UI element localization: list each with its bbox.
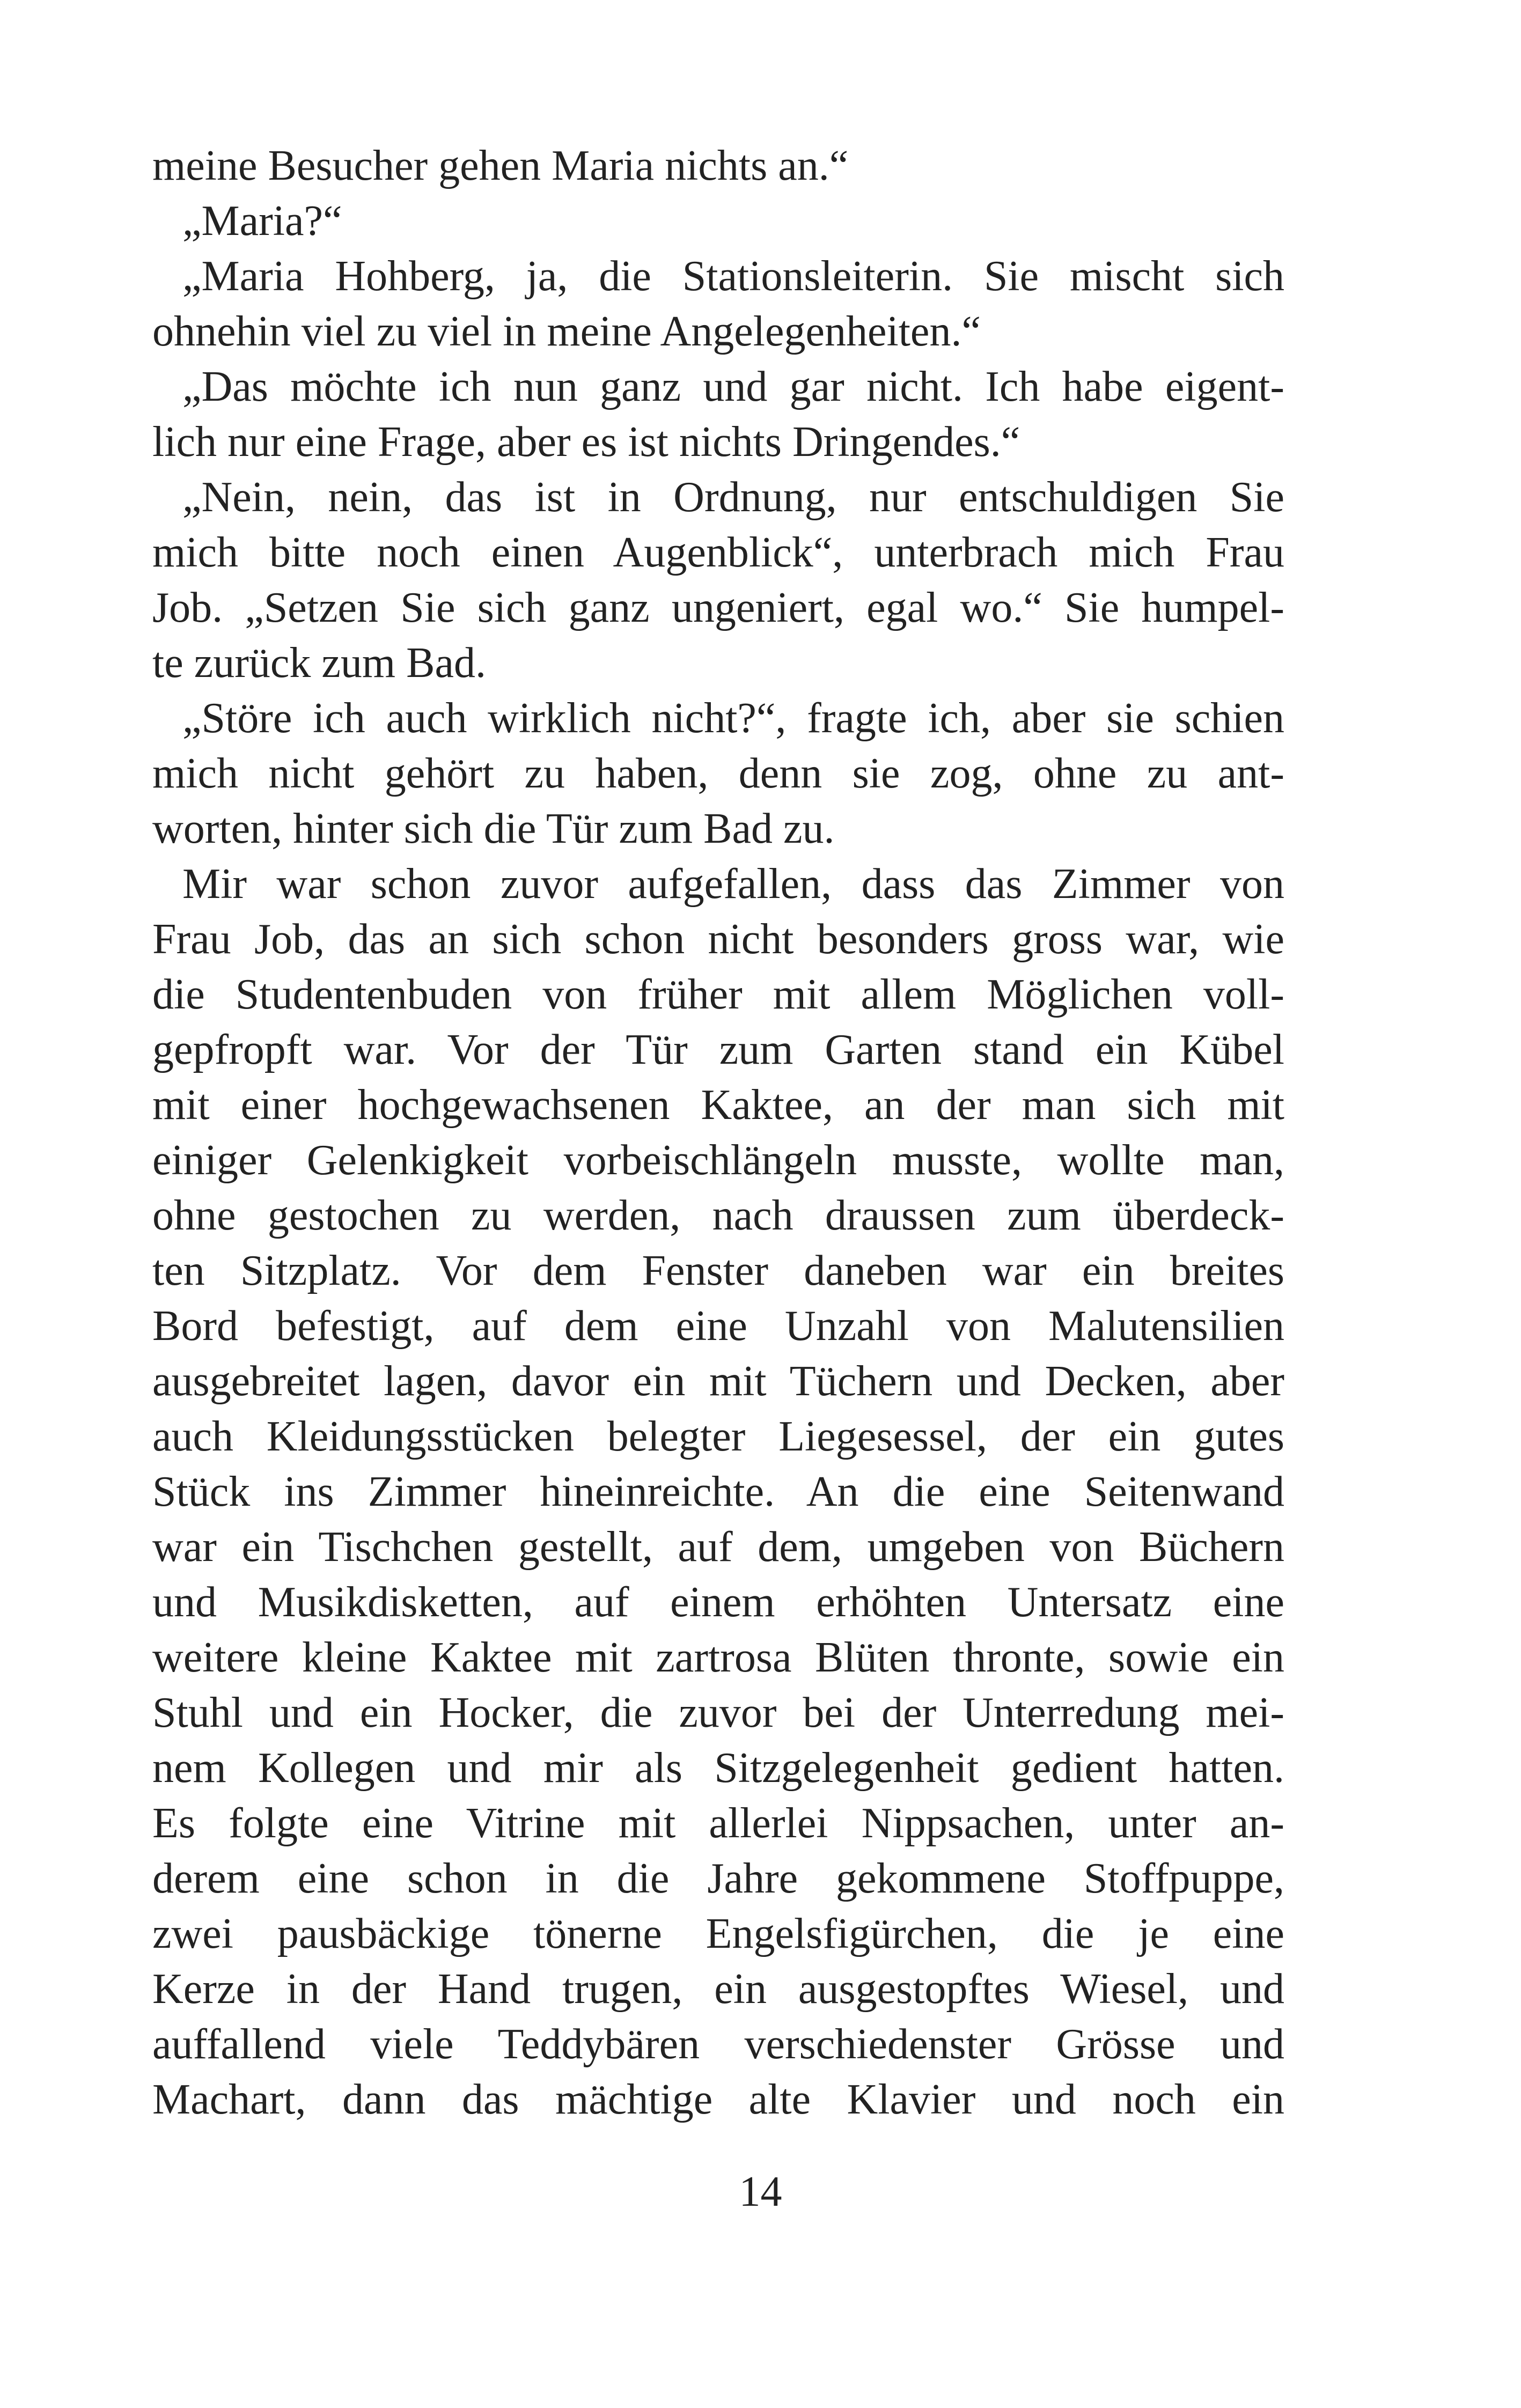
text-line: „Maria?“ xyxy=(182,197,342,245)
text-line: und Musikdisketten, auf einem erhöhten Untersatz eine xyxy=(152,1579,1284,1626)
text-line: zwei pausbäckige tönerne Engelsfigürchen, die je eine xyxy=(152,1910,1284,1957)
text-line: gepfropft war. Vor der Tür zum Garten stand ein Kübel xyxy=(152,1026,1284,1073)
text-line: Kerze in der Hand trugen, ein ausgestopftes Wiesel, und xyxy=(152,1965,1284,2013)
text-line: „Nein, nein, das ist in Ordnung, nur entschuldigen Sie xyxy=(182,474,1284,521)
text-line: auch Kleidungsstücken belegter Liegesessel, der ein gutes xyxy=(152,1413,1284,1460)
text-line: mich nicht gehört zu haben, denn sie zog, ohne zu ant- xyxy=(152,750,1284,797)
text-line: lich nur eine Frage, aber es ist nichts Dringendes.“ xyxy=(152,418,1020,466)
text-line: ten Sitzplatz. Vor dem Fenster daneben war ein breites xyxy=(152,1247,1284,1294)
page-number: 14 xyxy=(739,2168,782,2215)
text-line: ausgebreitet lagen, davor ein mit Tüchern und Decken, aber xyxy=(152,1358,1284,1405)
text-line: Mir war schon zuvor aufgefallen, dass das Zimmer von xyxy=(182,860,1284,908)
text-line: worten, hinter sich die Tür zum Bad zu. xyxy=(152,805,835,852)
text-line: weitere kleine Kaktee mit zartrosa Blüten thronte, sowie ein xyxy=(152,1634,1284,1681)
text-line: die Studentenbuden von früher mit allem Möglichen voll- xyxy=(152,971,1284,1018)
text-line: Es folgte eine Vitrine mit allerlei Nippsachen, unter an- xyxy=(152,1800,1284,1847)
text-line: war ein Tischchen gestellt, auf dem, umgeben von Büchern xyxy=(152,1523,1284,1571)
text-line: meine Besucher gehen Maria nichts an.“ xyxy=(152,142,849,189)
body-text xyxy=(152,138,1284,2127)
text-line: „Maria Hohberg, ja, die Stationsleiterin. Sie mischt sich xyxy=(182,253,1284,300)
text-line: mich bitte noch einen Augenblick“, unterbrach mich Frau xyxy=(152,529,1284,576)
text-line: te zurück zum Bad. xyxy=(152,639,486,687)
text-line: „Störe ich auch wirklich nicht?“, fragte ich, aber sie schien xyxy=(182,695,1284,742)
text-line: derem eine schon in die Jahre gekommene Stoffpuppe, xyxy=(152,1855,1284,1902)
text-line: ohne gestochen zu werden, nach draussen zum überdeck- xyxy=(152,1192,1284,1239)
text-line: Stuhl und ein Hocker, die zuvor bei der Unterredung mei- xyxy=(152,1689,1284,1736)
text-line: Machart, dann das mächtige alte Klavier und noch ein xyxy=(152,2076,1284,2123)
text-line: nem Kollegen und mir als Sitzgelegenheit gedient hatten. xyxy=(152,1744,1284,1792)
text-line: Bord befestigt, auf dem eine Unzahl von Malutensilien xyxy=(152,1302,1284,1350)
text-line: mit einer hochgewachsenen Kaktee, an der man sich mit xyxy=(152,1081,1284,1129)
text-line: ohnehin viel zu viel in meine Angelegenheiten.“ xyxy=(152,308,981,355)
text-line: Stück ins Zimmer hineinreichte. An die eine Seitenwand xyxy=(152,1468,1284,1515)
text-line: Frau Job, das an sich schon nicht besonders gross war, wie xyxy=(152,916,1284,963)
text-line: auffallend viele Teddybären verschiedenster Grösse und xyxy=(152,2021,1284,2068)
text-line: Job. „Setzen Sie sich ganz ungeniert, egal wo.“ Sie humpel- xyxy=(152,584,1284,631)
text-line: einiger Gelenkigkeit vorbeischlängeln musste, wollte man, xyxy=(152,1137,1284,1184)
text-line: „Das möchte ich nun ganz und gar nicht. Ich habe eigent- xyxy=(182,363,1284,410)
